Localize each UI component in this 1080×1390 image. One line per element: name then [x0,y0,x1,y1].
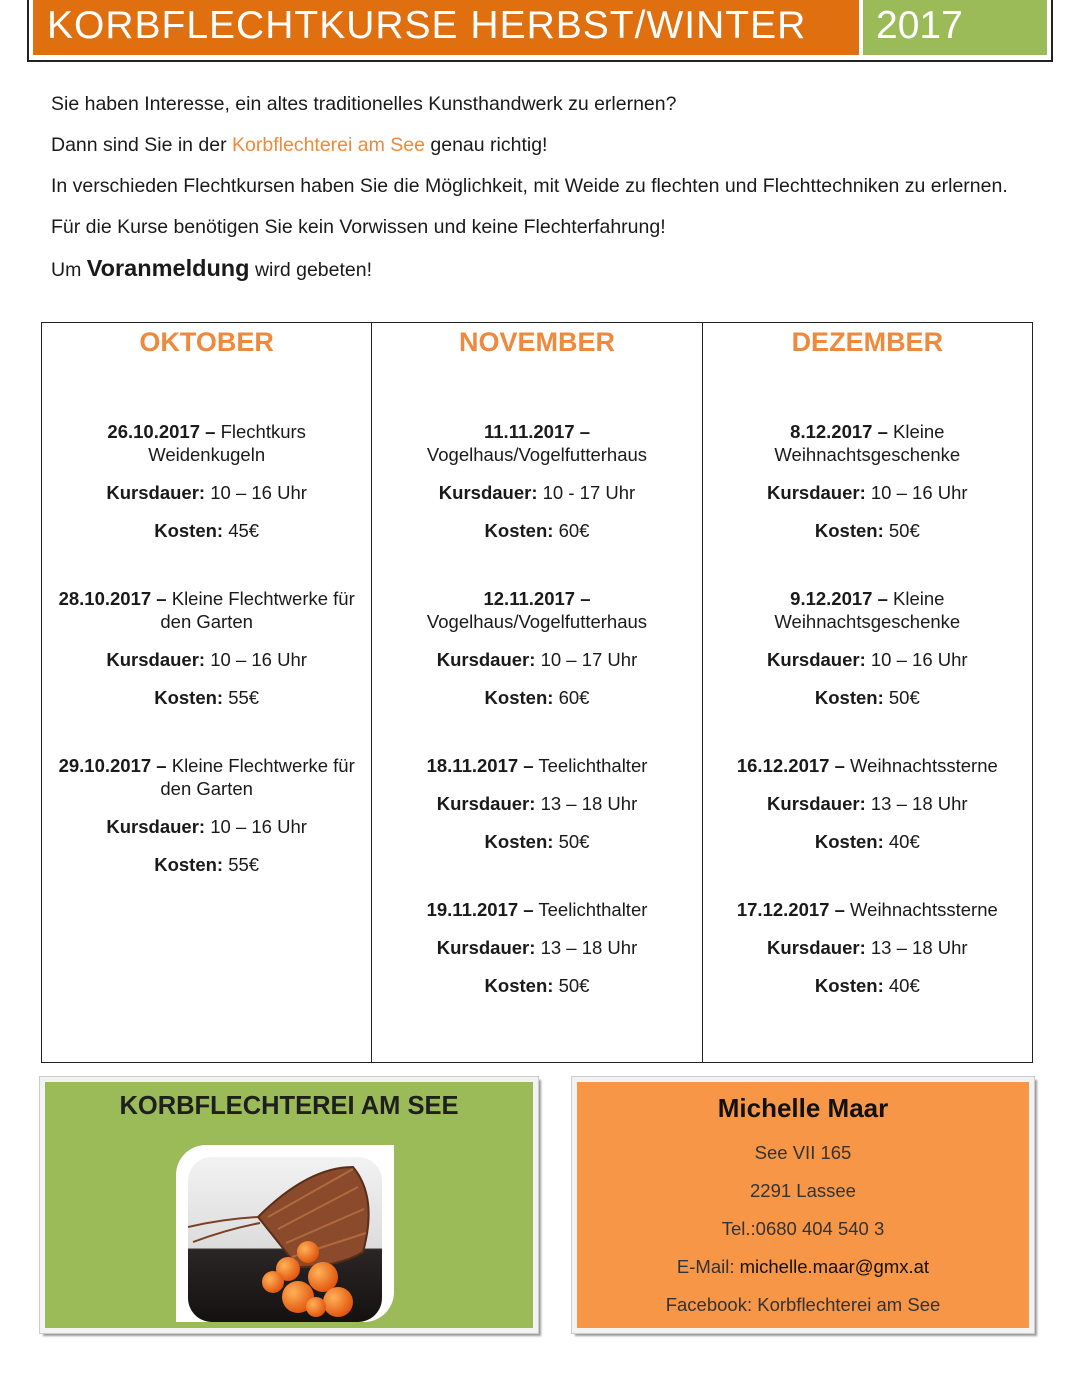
course-title-line [709,898,1026,921]
course-duration-line [48,481,365,504]
course-title: Kleine Flechtwerke für den Garten [160,588,355,632]
course-title: Kleine Flechtwerke für den Garten [160,755,355,799]
course-cost-line [48,853,365,876]
course-title: Weihnachtssterne [850,755,998,776]
cost-label: Kosten: [484,831,554,852]
course-title: Weihnachtssterne [850,899,998,920]
course-title-line [48,754,365,800]
course-title-line [709,754,1026,777]
intro-p5-post: wird gebeten! [249,259,373,281]
course-cost: 60€ [558,520,590,541]
course-date: 8.12.2017 – [790,421,888,442]
course-entry [42,587,371,709]
course-duration: 10 – 16 Uhr [210,816,307,837]
course-entry [372,754,701,853]
course-title: Teelichthalter [538,755,648,776]
duration-label: Kursdauer: [436,649,536,670]
course-cost-line [709,830,1026,853]
contact-facebook-row [577,1293,1029,1316]
course-cost: 55€ [228,687,260,708]
course-cost: 40€ [888,831,920,852]
course-cost-line [48,519,365,542]
business-box [40,1077,538,1333]
contact-name: Michelle Maar [717,1093,889,1123]
course-date: 28.10.2017 – [58,588,167,609]
intro-text [51,92,1031,299]
course-entry [703,587,1032,709]
month-column-dezember [703,323,1032,1062]
month-column-oktober [42,323,372,1062]
intro-paragraph-3: In verschieden Flechtkursen haben Sie die Möglichkeit, mit Weide zu flechten und Flechttechniken zu erlernen. [51,175,1008,197]
course-duration-line [709,792,1026,815]
course-duration: 13 – 18 Uhr [870,937,968,958]
course-cost: 60€ [558,687,590,708]
course-cost-line [378,686,695,709]
course-title-line [378,420,695,466]
course-duration-line [378,648,695,671]
course-date: 12.11.2017 – [483,588,591,609]
course-duration-line [378,481,695,504]
course-date: 26.10.2017 – [107,421,216,442]
course-cost: 55€ [228,854,260,875]
duration-label: Kursdauer: [767,793,866,814]
course-duration-line [48,648,365,671]
intro-p2-pre: Dann sind Sie in der [51,134,233,156]
month-heading: DEZEMBER [791,327,944,357]
course-duration-line [48,815,365,838]
course-title: Vogelhaus/Vogelfutterhaus [426,444,648,465]
facebook-page: Korbflechterei am See [757,1294,941,1315]
basket-oranges-image [188,1157,382,1322]
course-list [372,420,701,997]
intro-p5-pre: Um [51,259,87,281]
duration-label: Kursdauer: [436,793,536,814]
course-cost: 50€ [888,687,920,708]
course-title-line [48,587,365,633]
course-duration: 10 – 16 Uhr [210,482,307,503]
cost-label: Kosten: [154,854,224,875]
course-title: Teelichthalter [538,899,648,920]
month-column-november [372,323,702,1062]
course-entry [42,420,371,542]
course-title: Flechtkurs Weidenkugeln [148,421,306,465]
course-title-line [709,420,1026,466]
course-duration: 10 – 16 Uhr [210,649,307,670]
course-title-line [48,420,365,466]
contact-city: 2291 Lassee [750,1180,856,1201]
duration-label: Kursdauer: [767,649,866,670]
course-date: 18.11.2017 – [426,755,534,776]
duration-label: Kursdauer: [438,482,538,503]
course-title-line [378,587,695,633]
course-cost: 45€ [228,520,260,541]
cost-label: Kosten: [154,687,224,708]
course-cost-line [709,519,1026,542]
intro-paragraph-4: Für die Kurse benötigen Sie kein Vorwissen und keine Flechterfahrung! [51,216,666,238]
business-heading: KORBFLECHTEREI AM SEE [119,1092,459,1120]
contact-box [572,1077,1034,1333]
header-banner [27,0,1053,62]
facebook-label: Facebook: [665,1294,753,1315]
course-entry [372,587,701,709]
course-list [42,420,371,876]
cost-label: Kosten: [484,975,554,996]
course-cost-line [48,686,365,709]
course-duration: 13 – 18 Uhr [540,937,638,958]
course-title-line [709,587,1026,633]
duration-label: Kursdauer: [767,937,866,958]
course-duration: 13 – 18 Uhr [540,793,638,814]
course-cost-line [709,974,1026,997]
cost-label: Kosten: [814,975,884,996]
contact-email-row [577,1255,1029,1278]
course-entry [703,420,1032,542]
course-date: 17.12.2017 – [736,899,845,920]
basket-photo-frame [176,1145,394,1322]
course-cost: 50€ [888,520,920,541]
intro-p2-post: genau richtig! [424,134,548,156]
course-cost-line [378,974,695,997]
duration-label: Kursdauer: [436,937,536,958]
email-link[interactable]: michelle.maar@gmx.at [739,1256,930,1277]
course-duration-line [378,936,695,959]
business-name-inline: Korbflechterei am See [232,134,425,156]
intro-paragraph-5 [51,256,1031,282]
course-title: Kleine Weihnachtsgeschenke [774,588,961,632]
course-entry [703,898,1032,997]
contact-phone: Tel.:0680 404 540 3 [721,1218,885,1239]
course-date: 11.11.2017 – [484,421,590,442]
intro-paragraph-1: Sie haben Interesse, ein altes traditionelles Kunsthandwerk zu erlernen? [51,93,677,115]
month-heading: NOVEMBER [458,327,615,357]
course-list [703,420,1032,997]
course-duration: 13 – 18 Uhr [870,793,968,814]
course-cost-line [378,830,695,853]
intro-paragraph-2 [51,133,1031,157]
duration-label: Kursdauer: [106,482,206,503]
duration-label: Kursdauer: [106,816,206,837]
course-entry [703,754,1032,853]
course-entry [372,420,701,542]
registration-emphasis: Voranmeldung [86,255,250,281]
cost-label: Kosten: [484,520,554,541]
cost-label: Kosten: [814,687,884,708]
course-date: 29.10.2017 – [58,755,167,776]
email-label: E-Mail: [676,1256,735,1277]
cost-label: Kosten: [154,520,224,541]
course-duration: 10 – 16 Uhr [870,482,968,503]
course-cost-line [709,686,1026,709]
course-cost-line [378,519,695,542]
course-title-line [378,754,695,777]
cost-label: Kosten: [814,831,884,852]
course-entry [372,898,701,997]
duration-label: Kursdauer: [767,482,866,503]
course-cost: 50€ [558,831,590,852]
course-date: 9.12.2017 – [790,588,888,609]
course-cost: 50€ [558,975,590,996]
course-date: 19.11.2017 – [426,899,534,920]
course-duration: 10 – 16 Uhr [870,649,968,670]
course-schedule-table [41,322,1033,1063]
cost-label: Kosten: [484,687,554,708]
month-heading: OKTOBER [139,327,274,357]
course-title-line [378,898,695,921]
contact-street: See VII 165 [754,1142,852,1163]
cost-label: Kosten: [814,520,884,541]
course-date: 16.12.2017 – [736,755,845,776]
course-duration-line [709,648,1026,671]
course-cost: 40€ [888,975,920,996]
course-duration-line [378,792,695,815]
duration-label: Kursdauer: [106,649,206,670]
course-title: Vogelhaus/Vogelfutterhaus [426,611,648,632]
year-label: 2017 [863,0,1047,55]
course-entry [42,754,371,876]
course-duration-line [709,481,1026,504]
page-title: KORBFLECHTKURSE HERBST/WINTER [33,0,859,55]
course-duration: 10 – 17 Uhr [540,649,638,670]
course-title: Kleine Weihnachtsgeschenke [774,421,961,465]
course-duration-line [709,936,1026,959]
course-duration: 10 - 17 Uhr [542,482,636,503]
